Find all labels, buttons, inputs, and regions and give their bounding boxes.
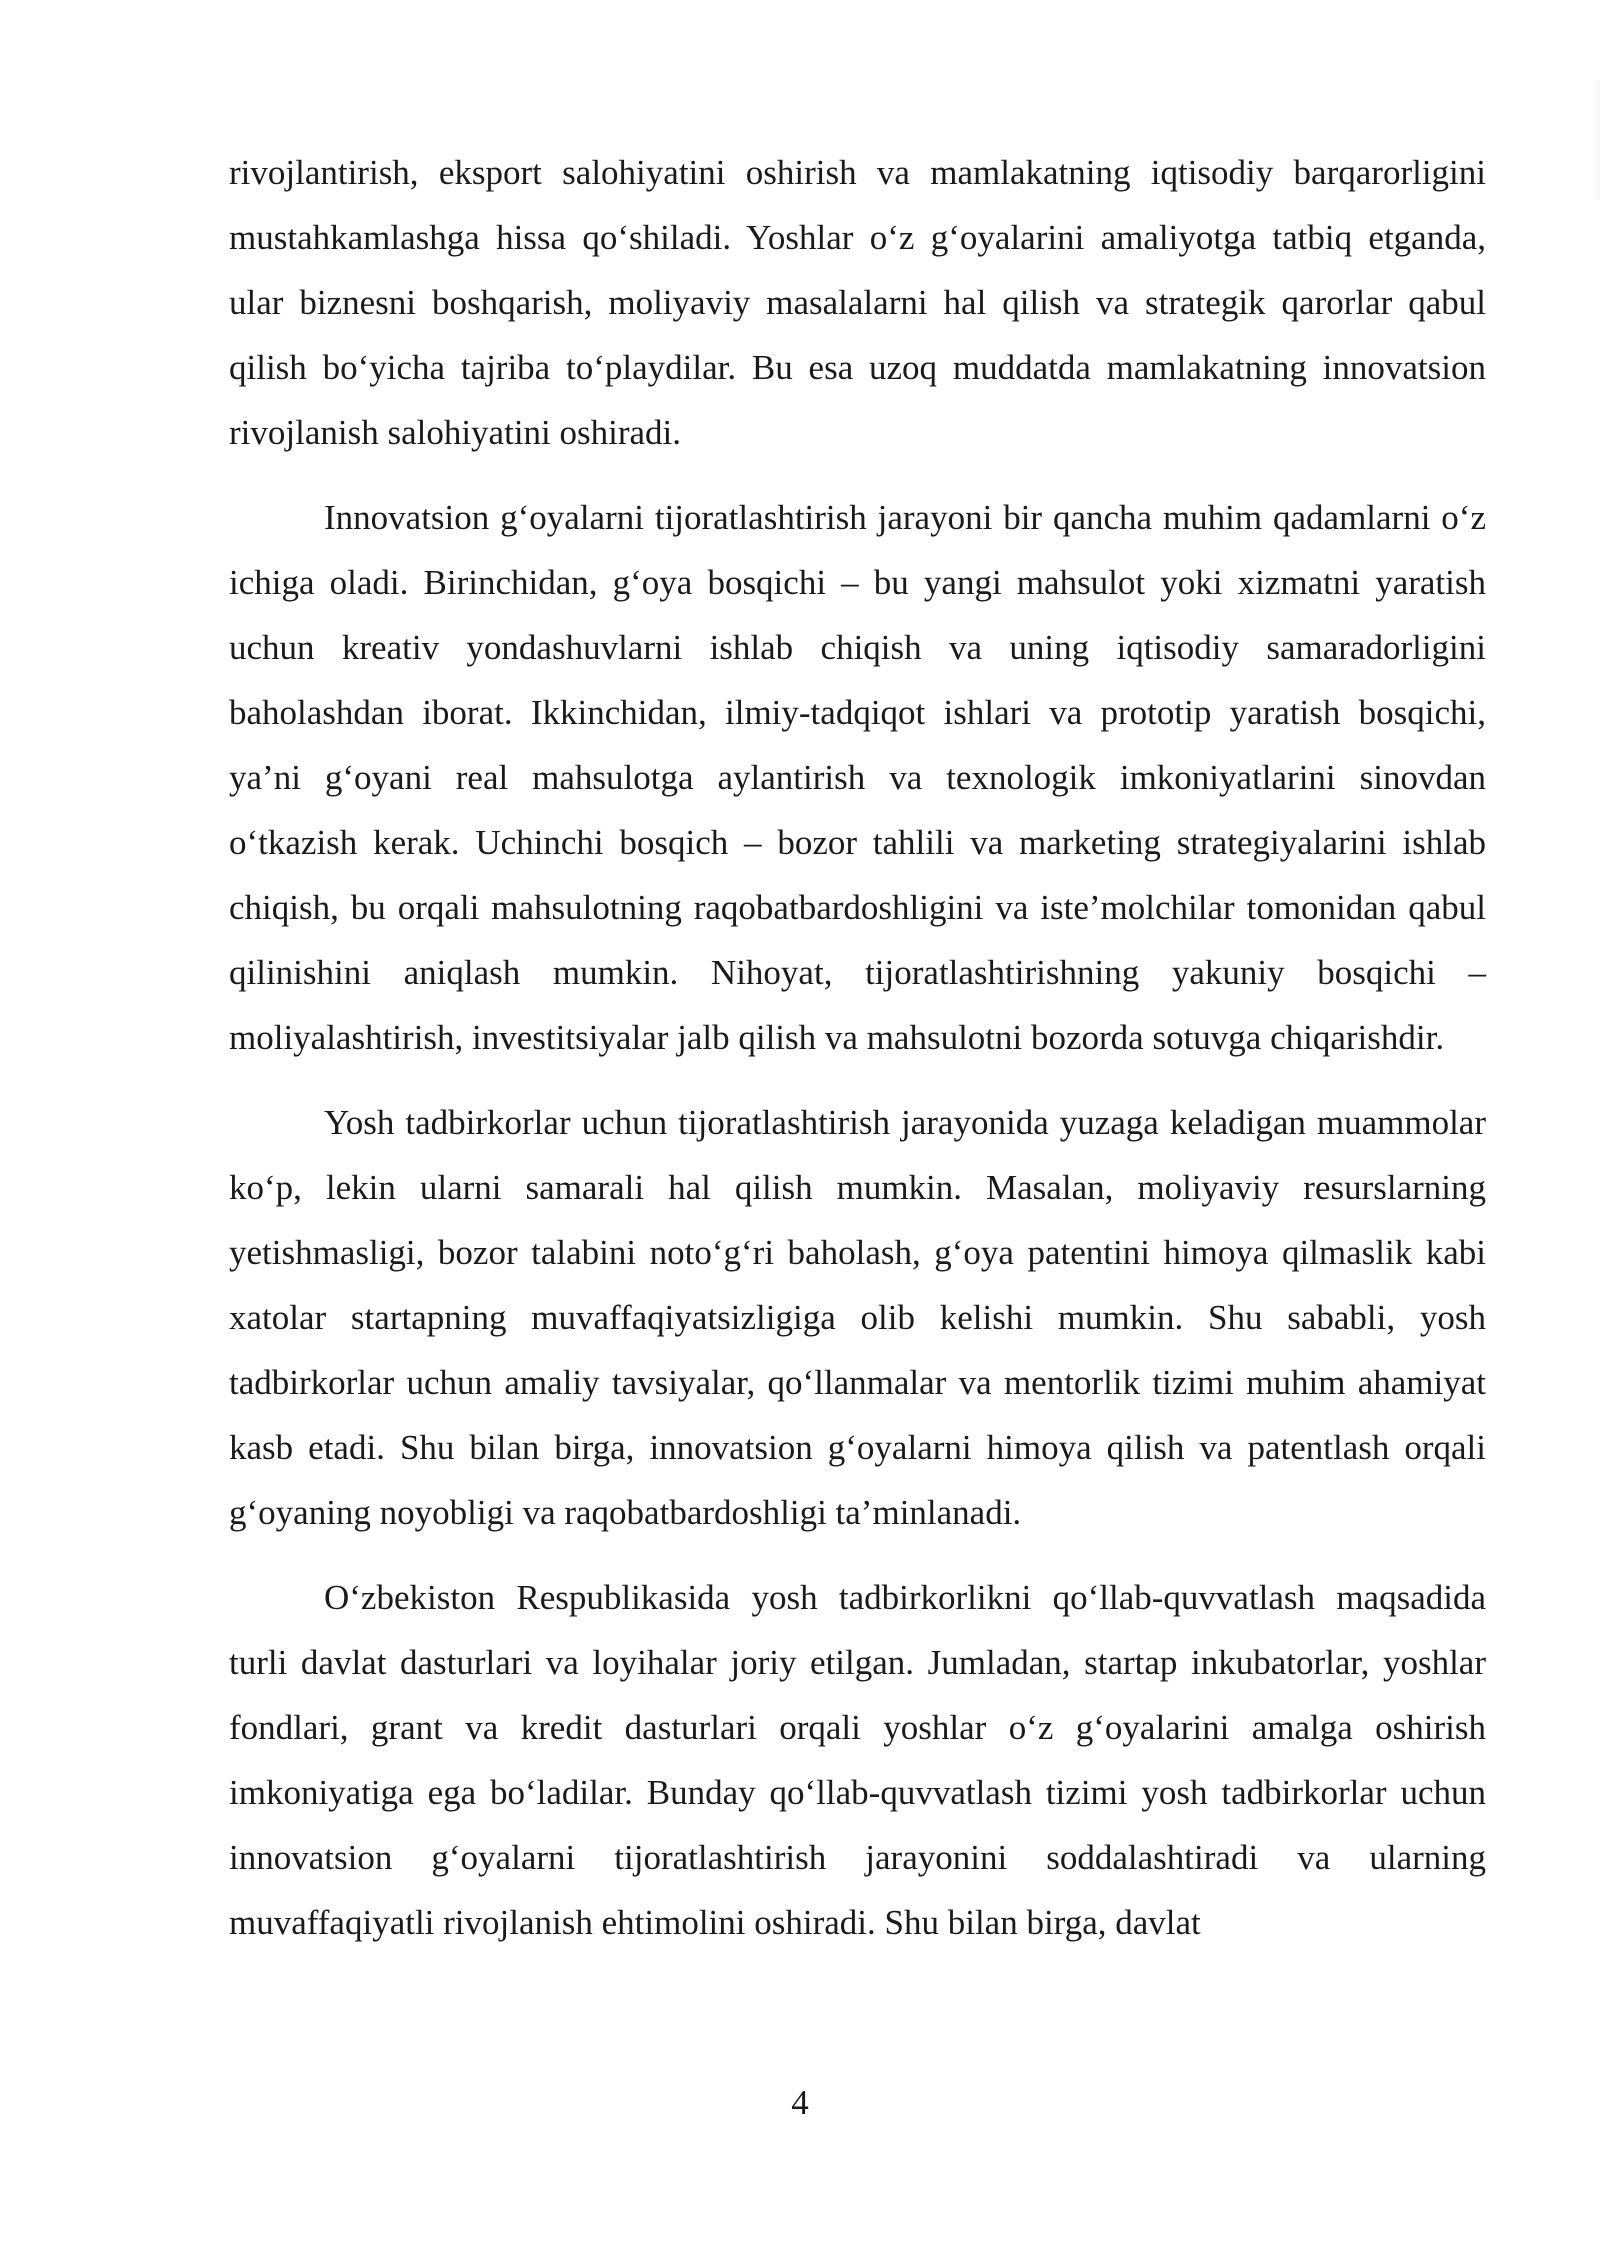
paragraph-entrepreneur-problems: Yosh tadbirkorlar uchun tijoratlashtirish jarayonida yuzaga keladigan muammolar ko‘p, lekin ularni samarali hal qilish mumkin. Masalan, moliyaviy resurslarning yetishmasligi, bozor talabini noto‘g‘ri baholash, g‘oya patentini himoya qilmaslik kabi xatolar startapning muvaffaqiyatsizligiga olib kelishi mumkin. Shu sababli, yosh tadbirkorlar uchun amaliy tavsiyalar, qo‘llanmalar va mentorlik tizimi muhim ahamiyat kasb etadi. Shu bilan birga, innovatsion g‘oyalarni himoya qilish va patentlash orqali g‘oyaning noyobligi va raqobatbardoshligi ta’minlanadi. bbox=[229, 1103, 1486, 1532]
page-edge-shadow bbox=[1590, 80, 1600, 200]
page-number: 4 bbox=[791, 2083, 809, 2122]
paragraph-state-support: O‘zbekiston Respublikasida yosh tadbirkorlikni qo‘llab-quvvatlash maqsadida turli davlat dasturlari va loyihalar joriy etilgan. Jumladan, startap inkubatorlar, yoshlar fondlari, grant va kredit dasturlari orqali yoshlar o‘z g‘oyalarini amalga oshirish imkoniyatiga ega bo‘ladilar. Bunday qo‘llab-quvvatlash tizimi yosh tadbirkorlar uchun innovatsion g‘oyalarni tijoratlashtirish jarayonini soddalashtiradi va ularning muvaffaqiyatli rivojlanish ehtimolini oshiradi. Shu bilan birga, davlat bbox=[229, 1578, 1486, 1942]
paragraph-commercialization-steps: Innovatsion g‘oyalarni tijoratlashtirish jarayoni bir qancha muhim qadamlarni o‘z ichiga oladi. Birinchidan, g‘oya bosqichi – bu yangi mahsulot yoki xizmatni yaratish uchun kreativ yondashuvlarni ishlab chiqish va uning iqtisodiy samaradorligini baholashdan iborat. Ikkinchidan, ilmiy-tadqiqot ishlari va prototip yaratish bosqichi, ya’ni g‘oyani real mahsulotga aylantirish va texnologik imkoniyatlarini sinovdan o‘tkazish kerak. Uchinchi bosqich – bozor tahlili va marketing strategiyalarini ishlab chiqish, bu orqali mahsulotning raqobatbardoshligini va iste’molchilar tomonidan qabul qilinishini aniqlash mumkin. Nihoyat, tijoratlashtirishning yakuniy bosqichi – moliyalashtirish, investitsiyalar jalb qilish va mahsulotni bozorda sotuvga chiqarishdir. bbox=[229, 498, 1486, 1057]
paragraph-continuation: rivojlantirish, eksport salohiyatini oshirish va mamlakatning iqtisodiy barqarorligini mustahkamlashga hissa qo‘shiladi. Yoshlar o‘z g‘oyalarini amaliyotga tatbiq etganda, ular biznesni boshqarish, moliyaviy masalalarni hal qilish va strategik qarorlar qabul qilish bo‘yicha tajriba to‘playdilar. Bu esa uzoq muddatda mamlakatning innovatsion rivojlanish salohiyatini oshiradi. bbox=[229, 153, 1486, 452]
document-body bbox=[229, 140, 1486, 1955]
